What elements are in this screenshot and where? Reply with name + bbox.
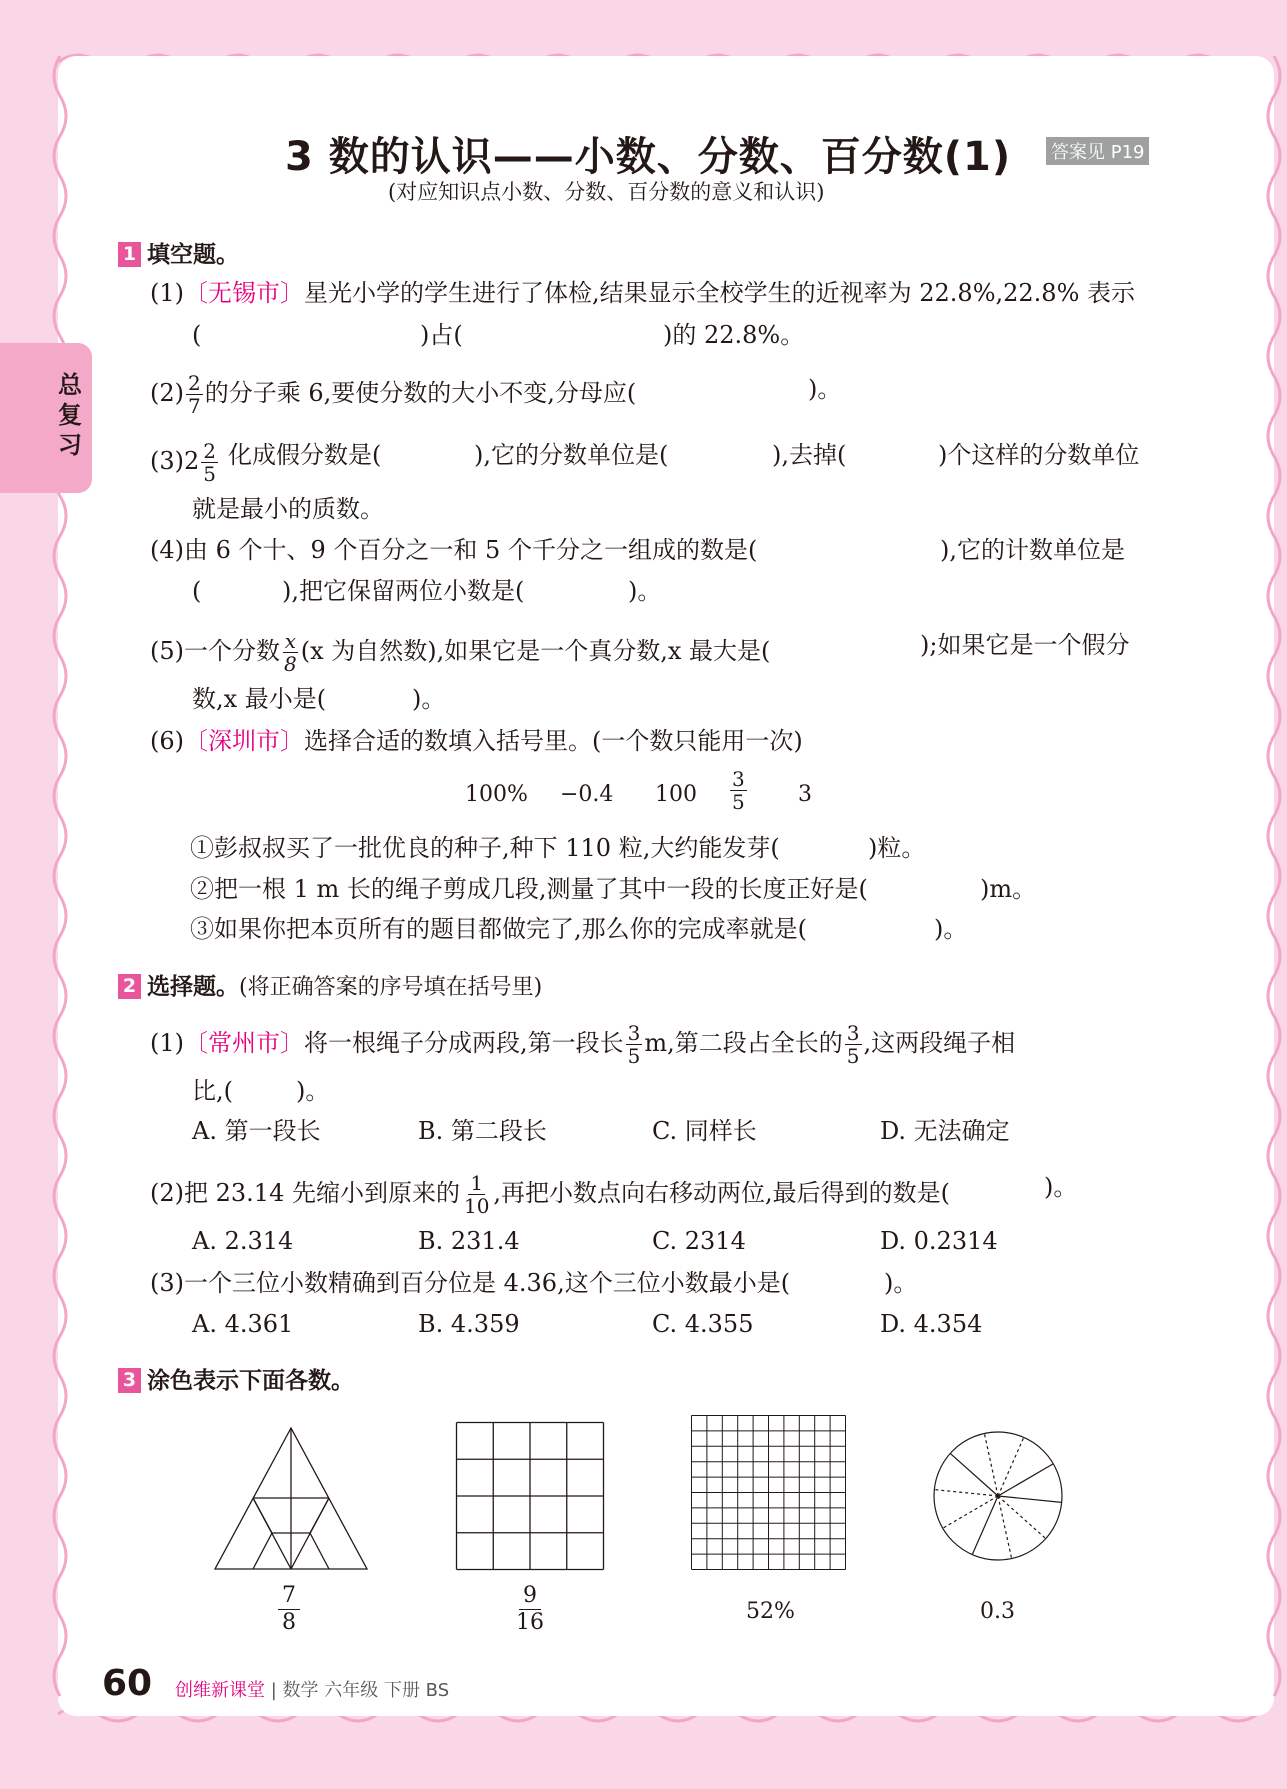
s2-q1-option-b: B. 第二段长 [418,1117,547,1145]
s2-q3-option-b: B. 4.359 [418,1310,520,1338]
circle-spoke [998,1496,1046,1539]
s1-q1-line2c: )的 22.8%。 [663,321,805,349]
section-1-number: 1 [118,242,141,267]
s1-q1-line2b: )占( [420,321,463,349]
s1-q4-line2c: )。 [628,577,662,605]
s1-q3-b: ),它的分数单位是( [474,441,669,469]
wavy-border-left [48,56,72,1716]
label-52-percent: 52% [746,1599,795,1624]
s1-q1-line2a: ( [192,321,202,349]
s2-q3-end: )。 [884,1269,918,1297]
circle-spoke [998,1496,1062,1502]
section-3-heading [118,1362,354,1395]
fraction-3-5-a: $\frac{3}{5}$ [627,1021,641,1068]
s2-q2-option-b: B. 231.4 [418,1227,520,1255]
s2-q3-line1: (3)一个三位小数精确到百分位是 4.36,这个三位小数最小是( [150,1269,791,1297]
choice-100-percent: 100% [465,782,528,807]
page-subtitle: (对应知识点小数、分数、百分数的意义和认识) [388,180,825,204]
s1-q3-d: )个这样的分数单位 [938,441,1140,469]
s1-q1-line1: (1)〔无锡市〕星光小学的学生进行了体检,结果显示全校学生的近视率为 22.8%,22.8% 表示 [150,279,1135,307]
s1-q4-line2b: ),把它保留两位小数是( [282,577,525,605]
s2-q3-option-a: A. 4.361 [192,1310,294,1338]
circle-spoke [972,1496,998,1555]
s1-q5-line1: (5)一个分数 $\frac{x}{8}$ (x 为自然数),如果它是一个真分数,x 最大是( [150,629,771,676]
s1-q3-line2: 就是最小的质数。 [192,495,384,523]
s2-q3-option-d: D. 4.354 [880,1310,983,1338]
footer-info [175,1676,449,1702]
s2-q2-end: )。 [1044,1173,1078,1201]
s1-q6-sub3a: ③如果你把本页所有的题目都做完了,那么你的完成率就是( [190,915,807,943]
s2-q2-option-c: C. 2314 [652,1227,746,1255]
s1-q4-line2a: ( [192,577,202,605]
circle-spoke [984,1433,998,1496]
answer-reference-badge: 答案见 P19 [1046,137,1149,165]
s2-q2-line1: (2)把 23.14 先缩小到原来的 $\frac{1}{10}$ ,再把小数点向右移动两位,最后得到的数是( [150,1171,951,1218]
grid-10x10-figure [690,1414,847,1571]
s1-q6-sub3b: )。 [934,915,968,943]
city-tag-changzhou: 〔常州市〕 [184,1029,304,1057]
page-title: 3 数的认识——小数、分数、百分数(1) [285,134,1012,180]
s1-q6-sub1b: )粒。 [868,834,926,862]
circle-spoke [998,1437,1024,1496]
s2-q2-option-d: D. 0.2314 [880,1227,998,1255]
footer-book-info: | 数学 六年级 下册 BS [270,1680,450,1701]
s1-q5-line1c: );如果它是一个假分 [920,631,1130,659]
fraction-2-5: $\frac{2}{5}$ [203,439,217,486]
section-1-heading [118,236,239,269]
grid-4x4-figure [455,1421,605,1571]
choice-neg-0-4: −0.4 [560,782,614,807]
circle-figure [930,1428,1066,1564]
section-2-note: (将正确答案的序号填在括号里) [239,975,543,1000]
s2-q1-line1: (1)〔常州市〕将一根绳子分成两段,第一段长 $\frac{3}{5}$ m,第二段占全长的 $\frac{3}{5}$ ,这两段绳子相 [150,1021,1016,1068]
s2-q1-option-a: A. 第一段长 [192,1117,321,1145]
section-2-heading [118,968,542,1001]
section-1-title: 填空题。 [147,242,239,268]
circle-spoke [934,1490,998,1496]
s2-q1-line2b: )。 [296,1077,330,1105]
wavy-border-right [1262,56,1286,1716]
s1-q6-sub1a: ①彭叔叔买了一批优良的种子,种下 110 粒,大约能发芽( [190,834,780,862]
s1-q6-sub2b: )m。 [980,875,1037,903]
city-tag-wuxi: 〔无锡市〕 [184,279,304,307]
s1-q2-end: )。 [808,375,842,403]
circle-spoke [998,1464,1053,1496]
fraction-2-7: $\frac{2}{7}$ [188,371,201,418]
s1-q3-a: 化成假分数是( [228,441,382,469]
s1-q5-line2a: 数,x 最小是( [192,685,327,713]
side-tab-label: 总复习 [58,371,82,459]
choice-3: 3 [798,782,812,807]
s2-q3-option-c: C. 4.355 [652,1310,754,1338]
s2-q1-option-c: C. 同样长 [652,1117,757,1145]
s1-q4-line1a: (4)由 6 个十、9 个百分之一和 5 个千分之一组成的数是( [150,536,758,564]
s2-q1-option-d: D. 无法确定 [880,1117,1010,1145]
circle-spoke [950,1453,998,1496]
triangle-figure [212,1426,370,1572]
section-3-number: 3 [118,1368,141,1393]
city-tag-shenzhen: 〔深圳市〕 [184,727,304,755]
s1-q3-c: ),去掉( [772,441,847,469]
section-2-title: 选择题。 [147,974,239,1000]
label-fraction-7-8: 7 8 [278,1583,300,1636]
fraction-1-10: $\frac{1}{10}$ [463,1171,490,1218]
s1-q6-sub2a: ②把一根 1 m 长的绳子剪成几段,测量了其中一段的长度正好是( [190,875,868,903]
choice-100: 100 [655,782,697,807]
s1-q4-line1b: ),它的计数单位是 [940,536,1125,564]
fraction-x-8: $\frac{x}{8}$ [284,629,297,676]
footer-brand: 创维新课堂 [175,1680,265,1701]
s1-q6-line1: (6)〔深圳市〕选择合适的数填入括号里。(一个数只能用一次) [150,727,803,755]
s2-q1-line2a: 比,( [192,1077,233,1105]
s1-q5-line2b: )。 [412,685,446,713]
s1-q3-num: (3)2 $\frac{2}{5}$ [150,439,217,486]
label-fraction-9-16: 9 16 [516,1583,544,1635]
label-0-3: 0.3 [980,1599,1015,1624]
fraction-3-5-b: $\frac{3}{5}$ [846,1021,860,1068]
choice-3-5: $\frac{3}{5}$ [732,767,745,814]
section-2-number: 2 [118,974,141,999]
page-number: 60 [102,1663,153,1704]
circle-spoke [943,1496,998,1528]
s1-q2: (2) $\frac{2}{7}$ 的分子乘 6,要使分数的大小不变,分母应( [150,371,637,418]
circle-spoke [998,1496,1012,1559]
section-3-title: 涂色表示下面各数。 [147,1368,354,1394]
s2-q2-option-a: A. 2.314 [192,1227,294,1255]
